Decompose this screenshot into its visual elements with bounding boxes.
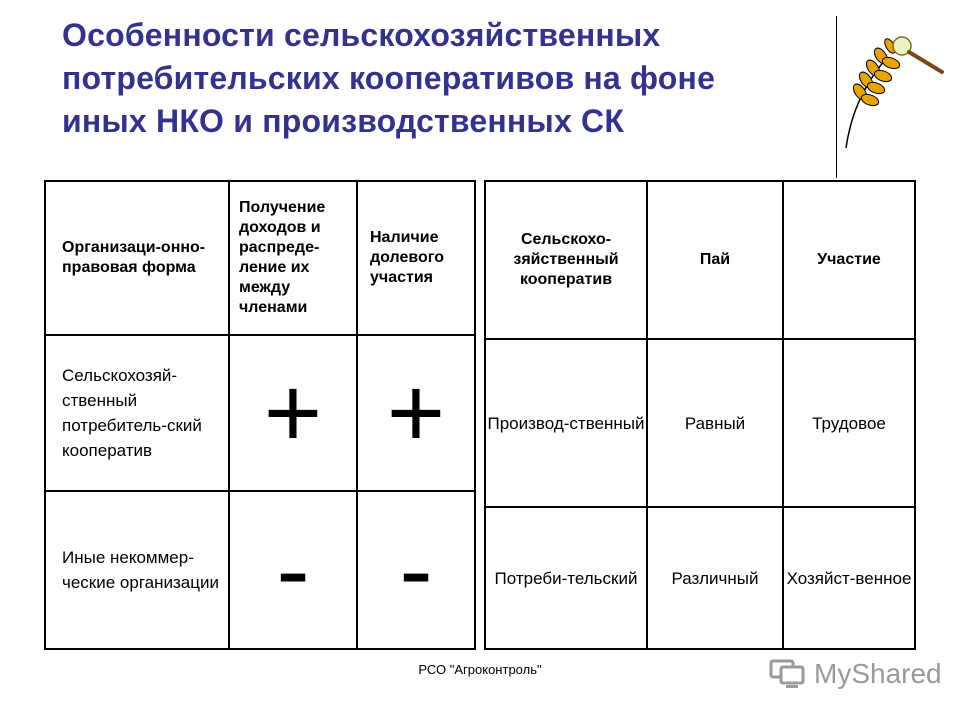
title-line-2: потребительских кооперативов на фоне	[62, 60, 716, 96]
vertical-divider	[836, 16, 837, 178]
site-logo[interactable]	[768, 656, 942, 692]
table-row	[45, 491, 475, 649]
minus-sign: -	[357, 491, 475, 649]
comparison-table-right	[484, 180, 916, 650]
table-row	[45, 335, 475, 491]
cell-share: Различный	[647, 507, 783, 649]
header-cooperative-type: Сельскохо-зяйственный кооператив	[485, 181, 647, 339]
table-row	[485, 507, 915, 649]
row-label: Иные некоммер-ческие организации	[45, 491, 229, 649]
monitor-icon	[768, 658, 808, 690]
logo-text: MyShared	[814, 658, 942, 689]
table-row	[485, 339, 915, 507]
slide-title	[62, 14, 832, 143]
header-legal-form: Организаци-онно-правовая форма	[45, 181, 229, 335]
cell-type: Потреби-тельский	[485, 507, 647, 649]
header-share-participation: Наличие долевого участия	[357, 181, 475, 335]
plus-sign: +	[229, 335, 357, 491]
title-line-3: иных НКО и производственных СК	[62, 103, 625, 139]
title-line-1: Особенности сельскохозяйственных	[62, 17, 661, 53]
row-label: Сельскохозяй-ственный потребитель-ский кооператив	[45, 335, 229, 491]
cell-participation: Хозяйст-венное	[783, 507, 915, 649]
plus-sign: +	[357, 335, 475, 491]
header-share: Пай	[647, 181, 783, 339]
comparison-table-left	[44, 180, 476, 650]
header-income-distribution: Получение доходов и распреде-ление их между членами	[229, 181, 357, 335]
cell-participation: Трудовое	[783, 339, 915, 507]
minus-sign: -	[229, 491, 357, 649]
header-participation: Участие	[783, 181, 915, 339]
wheat-ear-icon	[840, 30, 950, 150]
cell-type: Производ-ственный	[485, 339, 647, 507]
footer-text: РСО "Агроконтроль"	[418, 662, 542, 677]
cell-share: Равный	[647, 339, 783, 507]
